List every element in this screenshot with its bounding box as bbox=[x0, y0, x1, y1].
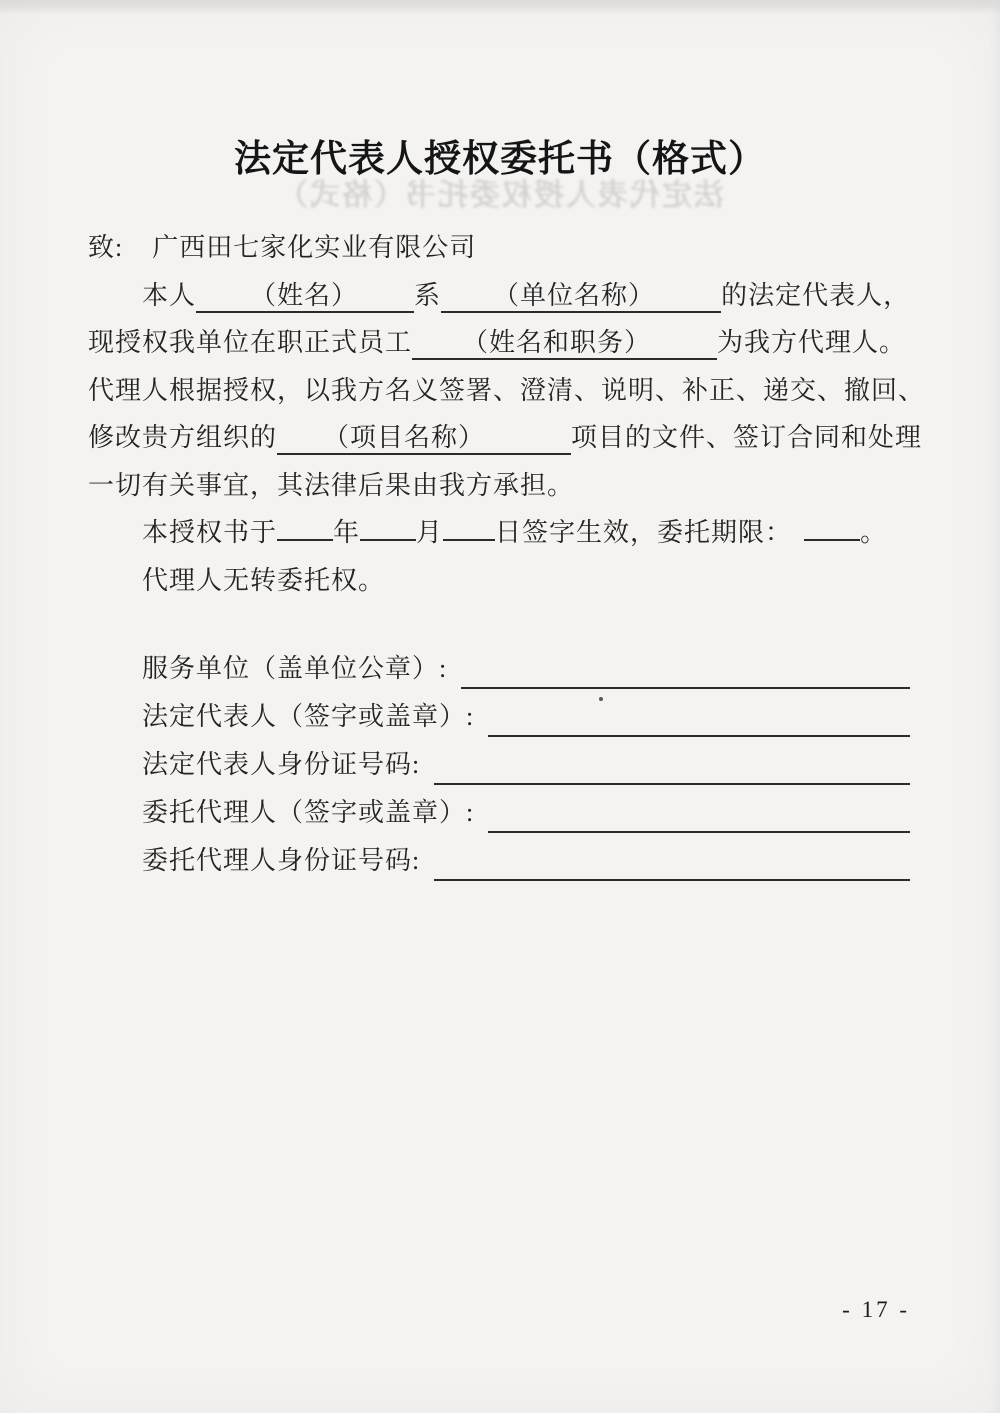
salutation-line bbox=[88, 224, 910, 272]
text-segment: 年 bbox=[333, 518, 361, 547]
text-segment: 日签字生效，委托期限： bbox=[495, 518, 793, 547]
blank-field-name: （姓名） bbox=[196, 282, 414, 313]
signature-blank-line bbox=[488, 735, 910, 737]
bleed-through-text: 法定代表人授权委托书（格式） bbox=[276, 179, 724, 212]
signature-row-legal-rep-id bbox=[88, 744, 910, 792]
text-segment: 的法定代表人， bbox=[721, 280, 911, 310]
text-segment: 项目的文件、签订合同和处理 bbox=[571, 423, 923, 452]
text-segment: 本人 bbox=[142, 280, 197, 310]
signature-label: 委托代理人（签字或盖章）: bbox=[142, 798, 475, 827]
signature-label: 法定代表人身份证号码: bbox=[142, 750, 421, 779]
text-segment: 系 bbox=[414, 280, 442, 310]
signature-row-agent-id bbox=[88, 840, 910, 888]
document-title: 法定代表人授权委托书（格式） bbox=[234, 138, 766, 179]
page-number: - 17 - bbox=[842, 1297, 910, 1322]
signature-row-service-unit bbox=[88, 648, 910, 696]
document-body bbox=[88, 224, 926, 604]
signature-blank-line bbox=[488, 831, 910, 833]
blank-field-year bbox=[277, 517, 333, 541]
body-line-applicant bbox=[88, 272, 910, 320]
text-segment: 一切有关事宜，其法律后果由我方承担。 bbox=[88, 470, 575, 500]
body-line-project bbox=[88, 414, 923, 462]
scan-edge-shadow bbox=[0, 0, 1000, 14]
body-line-no-subdelegation bbox=[88, 557, 910, 605]
signature-section bbox=[88, 648, 910, 888]
signature-row-legal-rep-sign bbox=[88, 696, 910, 744]
signature-label: 法定代表人（签字或盖章）: bbox=[142, 702, 475, 731]
text-segment: 本授权书于 bbox=[142, 518, 278, 547]
body-line-effective-date bbox=[88, 509, 910, 557]
blank-field-month bbox=[360, 517, 416, 541]
signature-row-agent-sign bbox=[88, 792, 910, 840]
scan-speck-artifact bbox=[599, 697, 603, 701]
body-line-powers bbox=[88, 367, 926, 415]
blank-field-term bbox=[804, 517, 860, 541]
text-segment: 代理人无转委托权。 bbox=[142, 565, 386, 595]
text-segment: 。 bbox=[860, 518, 888, 547]
text-segment: 修改贵方组织的 bbox=[88, 423, 278, 452]
signature-label: 服务单位（盖单位公章）: bbox=[142, 654, 448, 683]
text-segment: 现授权我单位在职正式员工 bbox=[88, 328, 413, 357]
blank-field-day bbox=[443, 517, 495, 541]
text-segment: 代理人根据授权，以我方名义签署、澄清、说明、补正、递交、撤回、 bbox=[88, 375, 926, 405]
text-segment: 月 bbox=[416, 518, 444, 547]
text-segment: 为我方代理人。 bbox=[717, 328, 907, 357]
blank-field-agent-name-title: （姓名和职务） bbox=[412, 329, 717, 360]
salutation-label: 致: bbox=[88, 233, 124, 262]
blank-field-company-name: （单位名称） bbox=[441, 282, 721, 313]
signature-blank-line bbox=[434, 783, 910, 785]
signature-label: 委托代理人身份证号码: bbox=[142, 846, 421, 875]
blank-field-project-name: （项目名称） bbox=[277, 424, 571, 455]
company-name: 广西田七家化实业有限公司 bbox=[152, 233, 477, 262]
signature-blank-line bbox=[461, 687, 910, 689]
signature-blank-line bbox=[434, 879, 910, 881]
body-line-liability bbox=[88, 462, 910, 510]
body-line-authorize bbox=[88, 319, 910, 367]
